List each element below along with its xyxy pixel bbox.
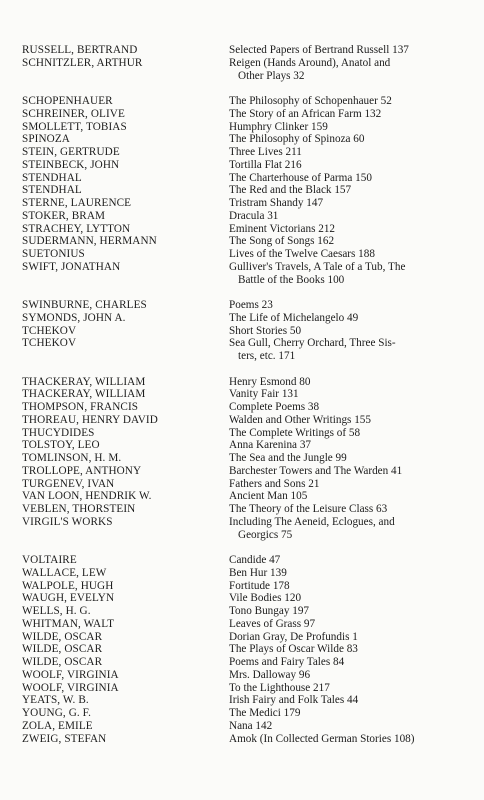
list-item <box>22 325 466 338</box>
author-name: ZWEIG, STEFAN <box>22 732 107 745</box>
list-item <box>22 707 466 720</box>
title-line: Irish Fairy and Folk Tales 44 <box>229 694 359 707</box>
title-line: Tristram Shandy 147 <box>229 197 324 209</box>
book-title <box>222 452 466 465</box>
list-item <box>22 388 466 401</box>
list-item <box>22 133 466 146</box>
book-title <box>222 733 466 746</box>
book-title <box>222 618 466 631</box>
title-line: Vanity Fair 131 <box>229 388 299 401</box>
list-item <box>22 478 466 491</box>
author-name: WALPOLE, HUGH <box>22 579 114 592</box>
book-title <box>222 325 466 338</box>
list-item <box>22 248 466 261</box>
list-item <box>22 159 466 172</box>
author-name: WOOLF, VIRGINIA <box>22 681 119 694</box>
author-name: SCHNITZLER, ARTHUR <box>22 56 143 69</box>
title-line: Lives of the Twelve Caesars 188 <box>229 248 375 260</box>
author-name: TURGENEV, IVAN <box>22 477 115 490</box>
book-title <box>222 376 466 389</box>
title-line: Ancient Man 105 <box>229 490 308 503</box>
author-name: TROLLOPE, ANTHONY <box>22 464 142 477</box>
title-line: Reigen (Hands Around), Anatol and <box>229 56 391 69</box>
title-line: The Medici 179 <box>229 707 301 719</box>
title-line: The Charterhouse of Parma 150 <box>229 171 372 184</box>
author-name: SMOLLETT, TOBIAS <box>22 120 127 133</box>
list-item <box>22 567 466 580</box>
list-item <box>22 503 466 516</box>
title-line: Fathers and Sons 21 <box>229 477 320 490</box>
list-item <box>22 57 466 83</box>
book-title <box>222 592 466 605</box>
title-line: The Red and the Black 157 <box>229 184 352 197</box>
author-name: SUDERMANN, HERMANN <box>22 235 157 248</box>
book-title <box>222 605 466 618</box>
book-title <box>222 656 466 669</box>
title-line: Nana 142 <box>229 719 273 732</box>
author-name: VAN LOON, HENDRIK W. <box>22 490 152 503</box>
list-item <box>22 465 466 478</box>
list-item <box>22 210 466 223</box>
book-title <box>222 554 466 567</box>
title-line: Including The Aeneid, Eclogues, and <box>229 515 395 528</box>
book-title <box>222 414 466 427</box>
book-title <box>222 108 466 121</box>
title-continuation-line: Battle of the Books 100 <box>238 273 345 286</box>
author-name: SWINBURNE, CHARLES <box>22 299 147 311</box>
author-name: WELLS, H. G. <box>22 605 91 617</box>
list-item <box>22 516 466 542</box>
title-line: The Philosophy of Spinoza 60 <box>229 133 365 146</box>
book-title <box>222 669 466 682</box>
author-name: TCHEKOV <box>22 324 77 337</box>
list-item <box>22 337 466 363</box>
title-line: Tortilla Flat 216 <box>229 158 302 171</box>
book-title <box>222 223 466 236</box>
author-name: SCHREINER, OLIVE <box>22 107 125 120</box>
list-item <box>22 235 466 248</box>
author-name: YEATS, W. B. <box>22 694 89 707</box>
list-item <box>22 44 466 57</box>
author-name: STRACHEY, LYTTON <box>22 222 131 235</box>
list-item <box>22 554 466 567</box>
author-name: THOREAU, HENRY DAVID <box>22 413 158 426</box>
list-item <box>22 312 466 325</box>
title-line: Three Lives 211 <box>229 146 302 158</box>
book-title <box>222 184 466 197</box>
book-title <box>222 159 466 172</box>
book-title <box>222 503 466 516</box>
book-title <box>222 388 466 401</box>
list-item <box>22 121 466 134</box>
book-list <box>22 44 466 745</box>
book-title <box>222 210 466 223</box>
title-line: Selected Papers of Bertrand Russell 137 <box>229 44 409 56</box>
title-line: The Philosophy of Schopenhauer 52 <box>229 95 392 107</box>
book-title <box>222 146 466 159</box>
author-name: TOMLINSON, H. M. <box>22 452 122 464</box>
author-name: VIRGIL'S WORKS <box>22 515 113 528</box>
book-title <box>222 478 466 491</box>
author-name: STERNE, LAURENCE <box>22 197 132 209</box>
book-title <box>222 57 466 83</box>
title-line: The Song of Songs 162 <box>229 235 335 248</box>
book-title <box>222 465 466 478</box>
book-title <box>222 44 466 57</box>
book-title <box>222 299 466 312</box>
author-name: TOLSTOY, LEO <box>22 439 100 452</box>
book-title <box>222 197 466 210</box>
list-item <box>22 197 466 210</box>
author-name: THACKERAY, WILLIAM <box>22 388 146 401</box>
list-item <box>22 414 466 427</box>
author-name: VEBLEN, THORSTEIN <box>22 503 136 515</box>
title-line: Ben Hur 139 <box>229 566 287 579</box>
author-name: WOOLF, VIRGINIA <box>22 668 119 681</box>
list-item <box>22 643 466 656</box>
title-line: The Life of Michelangelo 49 <box>229 311 359 324</box>
book-title <box>222 427 466 440</box>
title-line: Tono Bungay 197 <box>229 605 310 617</box>
title-line: The Sea and the Jungle 99 <box>229 452 347 464</box>
author-name: VOLTAIRE <box>22 554 77 566</box>
author-name: SWIFT, JONATHAN <box>22 260 121 273</box>
book-title <box>222 235 466 248</box>
list-item <box>22 439 466 452</box>
book-title <box>222 516 466 542</box>
book-title <box>222 312 466 325</box>
book-title <box>222 580 466 593</box>
title-continuation-line: ters, etc. 171 <box>238 350 296 362</box>
author-name: WAUGH, EVELYN <box>22 592 115 605</box>
title-line: Complete Poems 38 <box>229 401 320 413</box>
author-name: SPINOZA <box>22 133 70 146</box>
author-name: RUSSELL, BERTRAND <box>22 44 138 56</box>
list-item <box>22 580 466 593</box>
author-name: SYMONDS, JOHN A. <box>22 311 126 324</box>
list-item <box>22 108 466 121</box>
author-name: TCHEKOV <box>22 337 77 350</box>
list-item <box>22 376 466 389</box>
author-name: SUETONIUS <box>22 248 85 260</box>
list-item <box>22 656 466 669</box>
title-continuation-line: Other Plays 32 <box>238 69 305 82</box>
author-name: YOUNG, G. F. <box>22 707 91 719</box>
author-name: STEINBECK, JOHN <box>22 158 120 171</box>
title-line: Dracula 31 <box>229 209 279 222</box>
book-title <box>222 121 466 134</box>
title-line: Short Stories 50 <box>229 324 302 337</box>
author-name: STENDHAL <box>22 171 82 184</box>
book-title <box>222 133 466 146</box>
author-name: STENDHAL <box>22 184 82 197</box>
book-title <box>222 694 466 707</box>
title-line: Mrs. Dalloway 96 <box>229 668 311 681</box>
list-item <box>22 733 466 746</box>
author-name: WALLACE, LEW <box>22 566 107 579</box>
author-name: STEIN, GERTRUDE <box>22 146 120 158</box>
title-line: Gulliver's Travels, A Tale of a Tub, The <box>229 260 406 273</box>
book-title <box>222 337 466 363</box>
title-line: Barchester Towers and The Warden 41 <box>229 464 403 477</box>
author-name: THACKERAY, WILLIAM <box>22 375 146 388</box>
list-item <box>22 452 466 465</box>
list-item <box>22 592 466 605</box>
book-title <box>222 261 466 287</box>
list-item <box>22 427 466 440</box>
list-item <box>22 261 466 287</box>
book-title <box>222 172 466 185</box>
title-line: Humphry Clinker 159 <box>229 120 328 133</box>
author-name: WILDE, OSCAR <box>22 643 103 656</box>
list-item <box>22 720 466 733</box>
title-line: Poems and Fairy Tales 84 <box>229 656 345 668</box>
title-line: Vile Bodies 120 <box>229 592 302 605</box>
title-line: The Story of an African Farm 132 <box>229 107 382 120</box>
list-item <box>22 682 466 695</box>
title-line: Fortitude 178 <box>229 579 290 592</box>
list-item <box>22 184 466 197</box>
title-line: The Plays of Oscar Wilde 83 <box>229 643 358 656</box>
title-line: The Complete Writings of 58 <box>229 426 361 439</box>
list-item <box>22 172 466 185</box>
book-title <box>222 401 466 414</box>
list-item <box>22 401 466 414</box>
book-title <box>222 490 466 503</box>
author-name: ZOLA, EMILE <box>22 719 93 732</box>
list-item <box>22 605 466 618</box>
title-line: Henry Esmond 80 <box>229 375 311 388</box>
list-item <box>22 694 466 707</box>
list-item <box>22 146 466 159</box>
list-item <box>22 95 466 108</box>
book-title <box>222 682 466 695</box>
title-line: Eminent Victorians 212 <box>229 222 336 235</box>
book-title <box>222 631 466 644</box>
title-line: Candide 47 <box>229 554 281 566</box>
author-name: WILDE, OSCAR <box>22 630 103 643</box>
author-name: WILDE, OSCAR <box>22 656 103 668</box>
list-item <box>22 223 466 236</box>
author-name: SCHOPENHAUER <box>22 95 113 107</box>
title-line: Dorian Gray, De Profundis 1 <box>229 630 358 643</box>
title-line: The Theory of the Leisure Class 63 <box>229 503 388 515</box>
book-title <box>222 643 466 656</box>
list-item <box>22 299 466 312</box>
book-title <box>222 95 466 108</box>
author-name: WHITMAN, WALT <box>22 617 115 630</box>
author-name: STOKER, BRAM <box>22 209 106 222</box>
list-item <box>22 631 466 644</box>
author-name: THUCYDIDES <box>22 426 95 439</box>
list-item <box>22 490 466 503</box>
book-title <box>222 248 466 261</box>
title-line: Leaves of Grass 97 <box>229 617 316 630</box>
title-line: Anna Karenina 37 <box>229 439 312 452</box>
title-continuation-line: Georgics 75 <box>238 528 293 541</box>
book-title <box>222 707 466 720</box>
list-item <box>22 618 466 631</box>
title-line: Poems 23 <box>229 299 273 311</box>
book-title <box>222 567 466 580</box>
title-line: To the Lighthouse 217 <box>229 681 330 694</box>
title-line: Sea Gull, Cherry Orchard, Three Sis- <box>229 337 396 350</box>
title-line: Amok (In Collected German Stories 108) <box>229 732 415 745</box>
title-line: Walden and Other Writings 155 <box>229 413 371 426</box>
book-title <box>222 720 466 733</box>
author-name: THOMPSON, FRANCIS <box>22 401 139 413</box>
list-item <box>22 669 466 682</box>
book-title <box>222 439 466 452</box>
